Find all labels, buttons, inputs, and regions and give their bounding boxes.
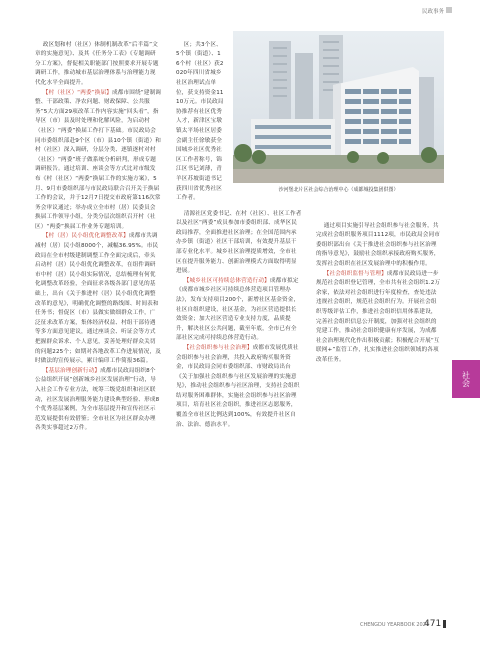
paragraph: 成都市发展优质社会组织参与社会治理，共投入政府购买服务资金，市民政局会同市委组织部、市财政局出台《关于加强社会组织参与社区发展治理的实施意见》，推动社会组织参与社区治理，支持社会组织结对服务困难群体，实施社会组织参与社区治理项目，培育社区社会组织，推进社区志愿服务，覆盖全市社区比例达到100%，有效提升社区自治、法治、德治水平。 — [176, 344, 300, 428]
building-photo — [233, 31, 444, 183]
column-3 — [176, 200, 302, 440]
section-heading: 【基层治理创新行动】 — [42, 367, 101, 374]
section-heading: 【社会组织监督与管理】 — [323, 270, 387, 277]
column-4 — [316, 212, 442, 375]
column-1 — [35, 31, 161, 444]
page-number: 471 — [424, 619, 442, 629]
paragraph: 成都市拟定《成都市城乡社区可持续总体营造项目管理办法》，发布支持项目200个，新增社区基金资金，社区自组织建设，社区基金，为社区营造提供长效资金；加大社区营造专业支持力度，品质提升，解决社区公共问题，截至年底，全市已有全部社区完成可持续总体营造行动。 — [176, 277, 300, 342]
section-heading: 【村（居）民小组优化调整改革】 — [42, 233, 129, 240]
paragraph: 政区划和村（社区）体制机制改革“后半篇”文章的实施意见》、及其《任务分工表》《专题调研分工方案》，督促相关职能部门按照要求开展专题调研工作，推动城市基层治理体系与治理能力现代化水平全面提升。 — [35, 41, 159, 86]
paragraph: 区；共3个区、5个镇（街道）、16个村（社区）获2020年四川省城乡社区治理试点单位，获支持资金1110万元。市民政局协推荐有社区优秀人才，新津区宝墩镇太平场社区居委会副主任徐敏获全国城乡社区优秀社区工作者称号，锦江区书记刘薄，青羊区苏坡街道书记获四川省优秀社区工作者。 — [176, 41, 224, 202]
chapter-side-tab: 社会 — [452, 360, 480, 398]
section-header: 民政事务 — [421, 9, 444, 15]
paragraph: 成都市民政局组织8个公益组织开展“创新城乡社区发展治理”行动，导入社会工作专业方法，统筹三级党组织和社区联动，社区发展治理服务能力建设典型经验、形成8个优秀基层案例，为全市基层提升和宣传社区示范发展提供有效借鉴；全市社区为社区群众办理各类实事超过2万件。 — [35, 367, 160, 432]
paragraph: 成都市围绕“建制调整、干部政策、净农问题、财政保障、公共服务”5大方面29项改革工作内容实施“回头看”，指导区（市）县及时处理和化解风险，为启动村（社区）“两委”换届工作打下基础。市民政局会同市委组织部赴9个区（市）县10个镇（街道）和村（社区）深入调研，分层分类、逐镇逐村对村（社区）“两委”班子做系统分析研判，形成专题调研报告。通过培训、座谈会等方式比对市级发布《村（社区）“两委”换届工作的实施方案》，5月、9月市委组织部与市民政局联合召开关于换届工作的会议，并于12月7日提交市政府第116次常务会审议通过；举办成立全市村（居）民委员会换届工作领导小组，分类分层次组织召开村（社区）“两委”换届工作业务专题培训。 — [35, 89, 162, 230]
paragraph: 成都市民政局进一步规范社会组织登记管理，全市共有社会组织1.2万余家，依法对社会组织进行年度检查，查处违法违规社会组织，规范社会组织行为。开展社会组织等级评估工作，推进社会组织信用体系建设，完善社会组织信息公开制度，加强对社会组织的党建工作，推动社会组织健康有序发展，为成都社会治理现代化作出积极贡献；积极配合开展“互联网+”监管工作，扎实推进社会组织领域的各项改革任务。 — [316, 270, 441, 363]
paragraph: 通过项目实施引导社会组织参与社会服务，共完成社会组织服务项目1112项，市民政局会同市委组织部出台《关于推进社会组织参与社区治理的指导意见》，鼓励社会组织承接政府购买服务，发挥社会组织在社区发展治理中的积极作用。 — [316, 222, 440, 267]
column-2 — [176, 31, 224, 213]
photo-illustration — [233, 31, 444, 183]
photo-caption: 沙河堡北片区社会综合治理中心（成都城投集团供图） — [278, 187, 399, 193]
section-heading: 【城乡社区可持续总体营造行动】 — [183, 277, 270, 284]
page-marker — [443, 620, 446, 628]
section-heading: 【村（社区）“两委”换届】 — [42, 89, 112, 96]
section-heading: 【社会组织参与社会治理】 — [183, 344, 253, 351]
paragraph: 清源社区党委书记、在村（社区）、社区工作者以及社区“两委”成员参加市委组织部、成华区民政局推荐，全面推进社区治理；在全国范围内承办乡镇（街道）社区干部培训，有效提升基层干部专业化水平。城乡社区治理提质增效，全市社区在提升服务能力、创新治理模式方面取得明显进展。 — [176, 210, 302, 275]
paragraph: 成都市共调减村（居）民小组8000个，减幅36.95%。市民政局在全市村级建制调整工作全面完成后，牵头启动村（居）民小组优化调整改革，在组件调研市中村（居）民小组实际情况，总结梳理有何优化调整改革经验，全面征求各级各部门意见的基础上，出台《关于推进村（居）民小组优化调整改革的意见》，明确优化调整的路线图、时间表和任务书；督促区（市）县做实做细群众工作，广泛征求改革方案，集体经济权益、村组干部待遇等多方面意见建议，通过座谈会、听证会等方式把握群众诉求、个人意见，妥善处理好群众关切的问题225个；如期对各地改革工作进展情况，及时做法的宣传展示，累计编印工作简报36篇。 — [35, 233, 162, 365]
header-square-icon — [446, 7, 452, 13]
journal-name: CHENGDU YEARBOOK 2021 — [360, 622, 430, 628]
